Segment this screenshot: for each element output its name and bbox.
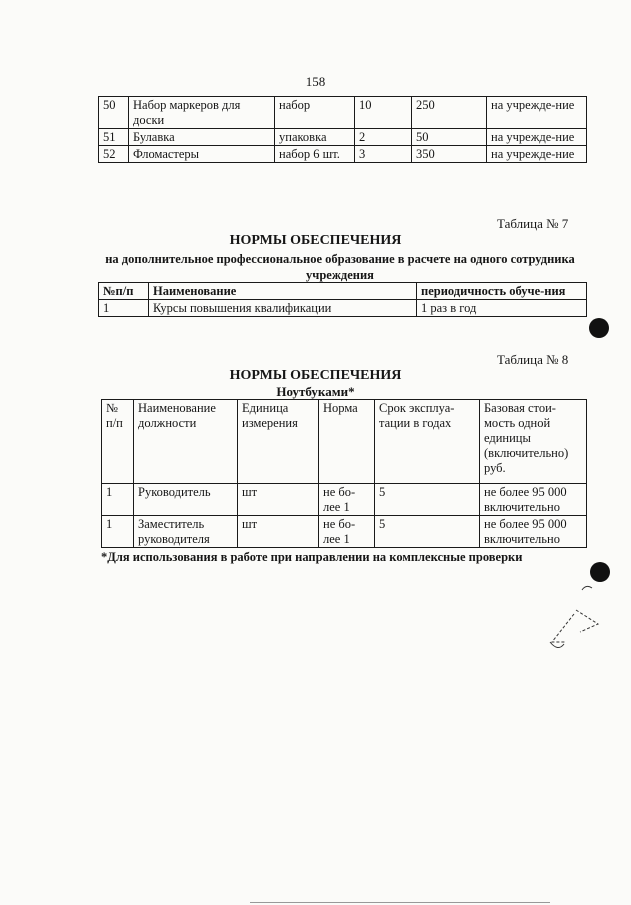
cost-value: не более 95 000 включительно <box>480 484 587 516</box>
col-header-name: Наименование <box>149 283 417 300</box>
table7-subtitle: на дополнительное профессиональное образование в расчете на одного сотрудника учреждения <box>105 252 575 282</box>
row-number: 52 <box>99 146 129 163</box>
item-name: Фломастеры <box>129 146 275 163</box>
col-header-norm: Норма <box>319 400 375 484</box>
row-number: 1 <box>102 516 134 548</box>
col-header-position: Наименование должности <box>134 400 238 484</box>
table7-label: Таблица № 7 <box>497 216 569 231</box>
pen-scribble-icon <box>540 580 610 660</box>
col-header-number: № п/п <box>102 400 134 484</box>
norm-value: не бо-лее 1 <box>319 516 375 548</box>
table-header-row <box>99 283 587 300</box>
row-number: 51 <box>99 129 129 146</box>
unit-value: шт <box>238 516 319 548</box>
item-name: Булавка <box>129 129 275 146</box>
norm-value: не бо-лее 1 <box>319 484 375 516</box>
position-name: Заместитель руководителя <box>134 516 238 548</box>
training-table <box>98 282 587 317</box>
term-value: 5 <box>375 484 480 516</box>
item-unit: упаковка <box>275 129 355 146</box>
row-number: 50 <box>99 97 129 129</box>
item-quantity: 3 <box>355 146 412 163</box>
term-value: 5 <box>375 516 480 548</box>
table8-title: НОРМЫ ОБЕСПЕЧЕНИЯ <box>229 368 402 383</box>
item-price: 350 <box>412 146 487 163</box>
col-header-number: №п/п <box>99 283 149 300</box>
item-place: на учрежде-ние <box>487 146 587 163</box>
item-quantity: 10 <box>355 97 412 129</box>
col-header-unit: Единица измерения <box>238 400 319 484</box>
table8-label: Таблица № 8 <box>497 352 569 367</box>
item-name: Набор маркеров для доски <box>129 97 275 129</box>
row-number: 1 <box>102 484 134 516</box>
row-number: 1 <box>99 300 149 317</box>
cost-value: не более 95 000 включительно <box>480 516 587 548</box>
item-unit: набор 6 шт. <box>275 146 355 163</box>
table8-subtitle: Ноутбуками* <box>276 384 355 399</box>
table-row <box>102 516 587 548</box>
laptops-table <box>101 399 587 548</box>
item-quantity: 2 <box>355 129 412 146</box>
col-header-cost: Базовая стои-мость одной единицы (включительно) руб. <box>480 400 587 484</box>
position-name: Руководитель <box>134 484 238 516</box>
course-name: Курсы повышения квалификации <box>149 300 417 317</box>
page-bottom-rule <box>250 902 550 903</box>
table-row <box>99 97 587 129</box>
item-place: на учрежде-ние <box>487 129 587 146</box>
col-header-term: Срок эксплуа-тации в годах <box>375 400 480 484</box>
table-row <box>102 484 587 516</box>
col-header-period: периодичность обуче-ния <box>417 283 587 300</box>
item-place: на учрежде-ние <box>487 97 587 129</box>
item-price: 250 <box>412 97 487 129</box>
item-price: 50 <box>412 129 487 146</box>
table7-title: НОРМЫ ОБЕСПЕЧЕНИЯ <box>229 233 402 248</box>
punch-hole-mark <box>590 562 610 582</box>
unit-value: шт <box>238 484 319 516</box>
course-period: 1 раз в год <box>417 300 587 317</box>
footnote: *Для использования в работе при направлении на комплексные проверки <box>101 550 523 564</box>
table-row <box>99 129 587 146</box>
table-row <box>99 300 587 317</box>
supplies-table <box>98 96 587 163</box>
item-unit: набор <box>275 97 355 129</box>
table-row <box>99 146 587 163</box>
table-header-row <box>102 400 587 484</box>
punch-hole-mark <box>589 318 609 338</box>
page-number: 158 <box>305 74 326 89</box>
